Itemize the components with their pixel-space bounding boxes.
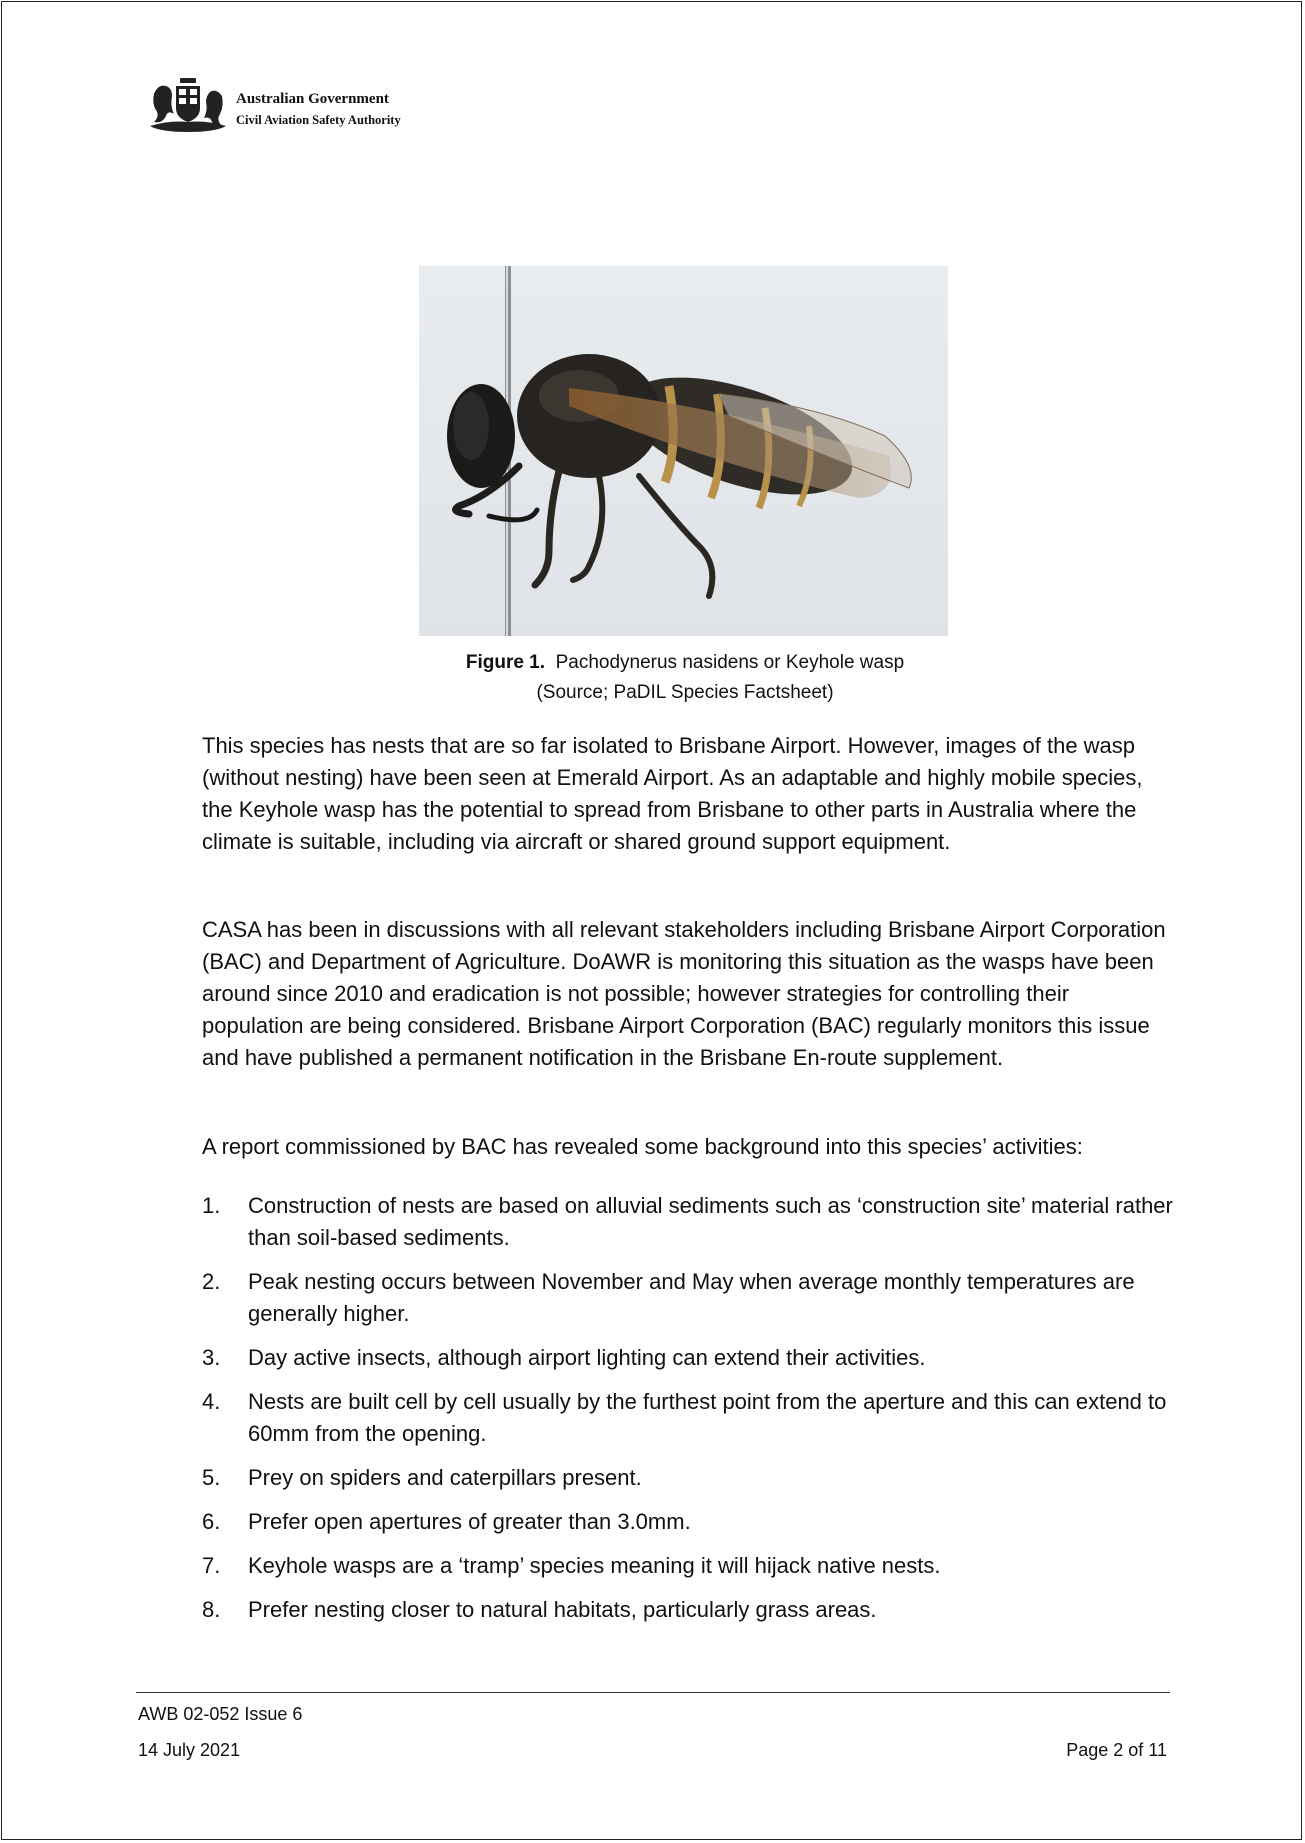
- logo-line-agency: Civil Aviation Safety Authority: [236, 113, 401, 127]
- footer-page-number: Page 2 of 11: [1066, 1740, 1167, 1760]
- footer-divider: [136, 1692, 1170, 1693]
- caption-source: (Source; PaDIL Species Factsheet): [536, 682, 834, 703]
- footer-doc-id: AWB 02-052 Issue 6: [138, 1704, 303, 1724]
- keyhole-wasp-photo: [419, 266, 948, 636]
- list-item: 7. Keyhole wasps are a ‘tramp’ species meaning it will hijack native nests.: [202, 1553, 941, 1578]
- australian-coat-of-arms-icon: [146, 76, 230, 138]
- caption-label: Figure 1.: [465, 652, 546, 673]
- list-item: 2. Peak nesting occurs between November and May when average monthly temperatures are generally higher.: [202, 1269, 1135, 1326]
- wasp-illustration: [419, 266, 948, 636]
- findings-list: [202, 1190, 1182, 1626]
- figure-caption: [300, 648, 1070, 708]
- caption-title: Pachodynerus nasidens or Keyhole wasp: [555, 652, 905, 673]
- paragraph-stakeholders: CASA has been in discussions with all relevant stakeholders including Brisbane Airport Corporation (BAC) and Department of Agriculture. DoAWR is monitoring this situation as the wasps have been around since 2010 and eradication is not possible; however strategies for controlling their population are being considered. Brisbane Airport Corporation (BAC) regularly monitors this issue and have published a permanent notification in the Brisbane En-route supplement.: [202, 917, 1166, 1070]
- list-item: 4. Nests are built cell by cell usually by the furthest point from the aperture and this can extend to 60mm from the opening.: [202, 1389, 1167, 1446]
- footer-date: 14 July 2021: [138, 1740, 241, 1760]
- paragraph-spread: This species has nests that are so far isolated to Brisbane Airport. However, images of the wasp (without nesting) have been seen at Emerald Airport. As an adaptable and highly mobile species, the Keyhole wasp has the potential to spread from Brisbane to other parts in Australia where the climate is suitable, including via aircraft or shared ground support equipment.: [202, 733, 1143, 854]
- list-item: 1. Construction of nests are based on alluvial sediments such as ‘construction site’ material rather than soil-based sediments.: [202, 1193, 1173, 1250]
- agency-logo: [146, 76, 446, 140]
- list-item: 8. Prefer nesting closer to natural habitats, particularly grass areas.: [202, 1597, 877, 1622]
- list-item: 6. Prefer open apertures of greater than 3.0mm.: [202, 1509, 691, 1534]
- paragraph-report-intro: A report commissioned by BAC has revealed some background into this species’ activities:: [202, 1134, 1083, 1159]
- logo-line-government: Australian Government: [236, 91, 389, 107]
- list-item: 5. Prey on spiders and caterpillars present.: [202, 1465, 642, 1490]
- list-item: 3. Day active insects, although airport lighting can extend their activities.: [202, 1345, 926, 1370]
